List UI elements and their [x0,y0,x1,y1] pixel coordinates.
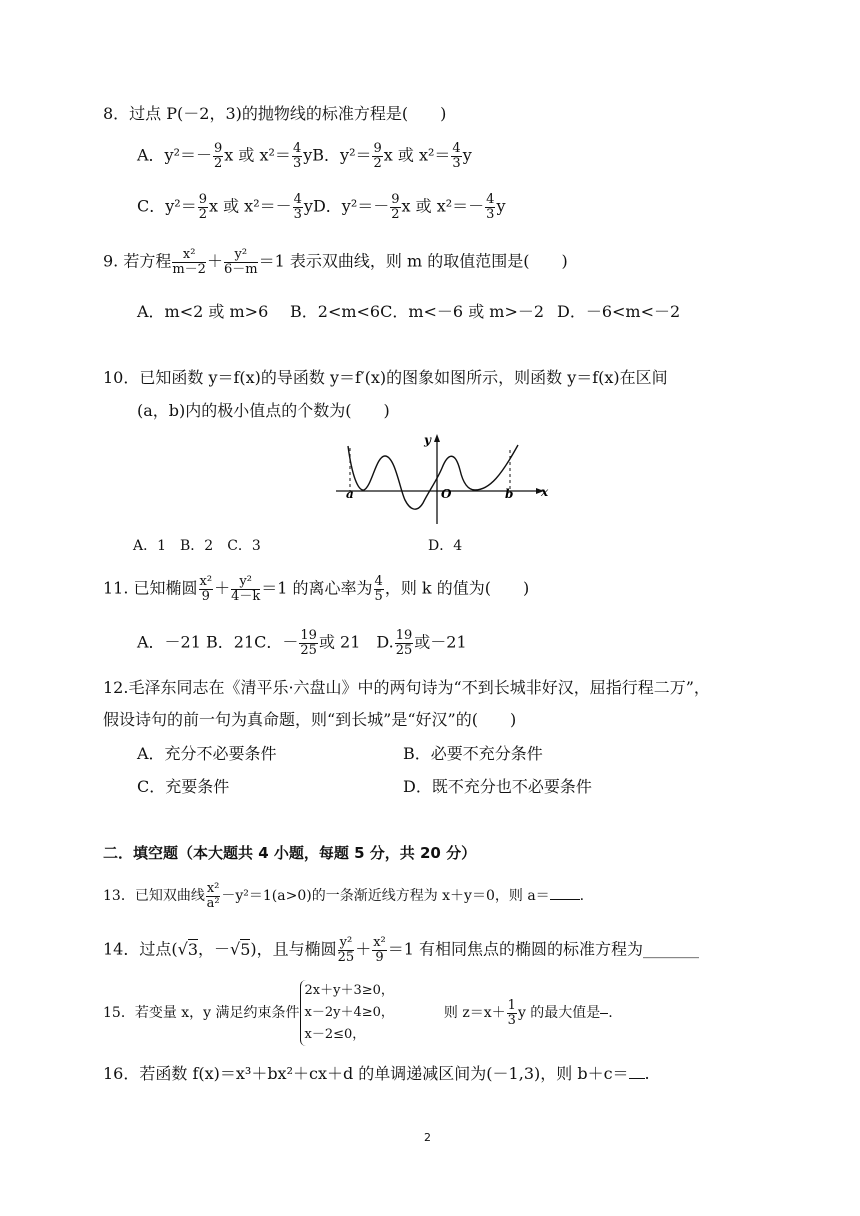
y-axis-arrow [434,434,440,442]
q9-opt-b-c: B．2<m<6C．m<－6 或 m>－2 [290,302,545,321]
q9-opt-a: A．m<2 或 m>6 [137,302,269,321]
q16-answer-blank[interactable] [629,1078,645,1079]
q12-line1: 12.毛泽东同志在《清平乐·六盘山》中的两句诗为“不到长城非好汉，屈指行程二万”， [103,678,710,697]
q13-answer-blank[interactable] [550,899,580,900]
graph-label-y: y [424,433,431,447]
q8-opt-a-frac: $\frac{9}{2}$ [214,141,223,171]
q15-stem: 15．若变量 x，y 满足约束条件 2x＋y＋3≥0， x－2y＋4≥0， x－2≤0， 则 z＝x＋ $\frac{1}{3}$ y 的最大值是 . [103,980,613,1046]
q12-line2: 假设诗句的前一句为真命题，则“到长城”是“好汉”的( ) [103,710,517,729]
derivative-graph [330,428,560,528]
q8-opt-a-frac2: $\frac{4}{3}$ [292,141,302,171]
q10-stem-line2: (a，b)内的极小值点的个数为( ) [137,401,390,420]
q10-opt-d: D．4 [428,538,463,554]
graph-label-x: x [541,485,549,499]
q14-answer-blank[interactable]: _______ [643,939,700,959]
q8-options-ab: A．y²＝－ $\frac{9}{2}$ x 或 x²＝ $\frac{4}{3}$ yB．y²＝ $\frac{9}{2}$ x 或 x²＝ $\frac{4}{3}$ y [137,141,472,171]
q9-stem: 9. 若方程 $\frac{\text{x²}}{m-2}$ ＋ $\frac{\text{y²}}{6-m}$ ＝1 表示双曲线，则 m 的取值范围是( ) [103,247,568,277]
q11-stem: 11. 已知椭圆 $\frac{\text{x²}}{9}$ ＋ $\frac{\text{y²}}{4-k}$ ＝1 的离心率为 $\frac{4}{5}$ ，则 k 的值为( ) [103,574,530,604]
q12-opt-d: D．既不充分也不必要条件 [403,777,592,796]
q8-opt-d-label: D．y²＝－ [312,196,390,216]
q8-stem: 8．过点 P(－2，3)的抛物线的标准方程是( ) [103,104,447,123]
derivative-curve [348,445,518,509]
q8-opt-b-label: B．y²＝ [312,145,372,165]
q16-stem: 16．若函数 f(x)＝x³＋bx²＋cx＋d 的单调递减区间为(－1,3)，则 b＋c＝ . [103,1064,650,1083]
q8-opt-c-label: C．y²＝ [137,196,197,216]
q13-stem: 13．已知双曲线 $\frac{\text{x²}}{\text{a²}}$ －y²＝1(a>0)的一条渐近线方程为 x＋y＝0，则 a＝ . [103,881,585,911]
q11-options: A．－21 B．21C．－ $\frac{19}{25}$ 或 21 D. $\frac{19}{25}$ 或－21 [137,628,467,658]
q12-opt-c: C．充要条件 [137,777,230,796]
q12-opt-b: B．必要不充分条件 [403,744,543,763]
section-fill-in-title: 二．填空题（本大题共 4 小题，每题 5 分，共 20 分） [103,844,477,862]
q15-constraint-system: 2x＋y＋3≥0， x－2y＋4≥0， x－2≤0， [300,980,394,1046]
q8-opt-a-label: A．y²＝－ [137,145,213,165]
q12-opt-a: A．充分不必要条件 [137,744,277,763]
graph-label-b: b [505,487,514,501]
q10-stem-line1: 10．已知函数 y＝f(x)的导函数 y＝f′(x)的图象如图所示，则函数 y＝f(x)在区间 [103,368,668,387]
q10-opts-abc: A．1 B．2 C．3 [133,538,261,554]
graph-label-o: O [441,487,452,501]
page-number: 2 [424,1131,431,1144]
q14-stem: 14．过点(√3，－√5)，且与椭圆 $\frac{\text{y²}}{25}$ ＋ $\frac{\text{x²}}{9}$ ＝1 有相同焦点的椭圆的标准方程为_______ [103,935,700,965]
q9-opt-d: D．－6<m<－2 [557,302,681,321]
graph-label-a: a [346,487,354,501]
q8-options-cd: C．y²＝ $\frac{9}{2}$ x 或 x²＝－ $\frac{4}{3}$ yD．y²＝－ $\frac{9}{2}$ x 或 x²＝－ $\frac{4}{3}$ y [137,192,506,222]
